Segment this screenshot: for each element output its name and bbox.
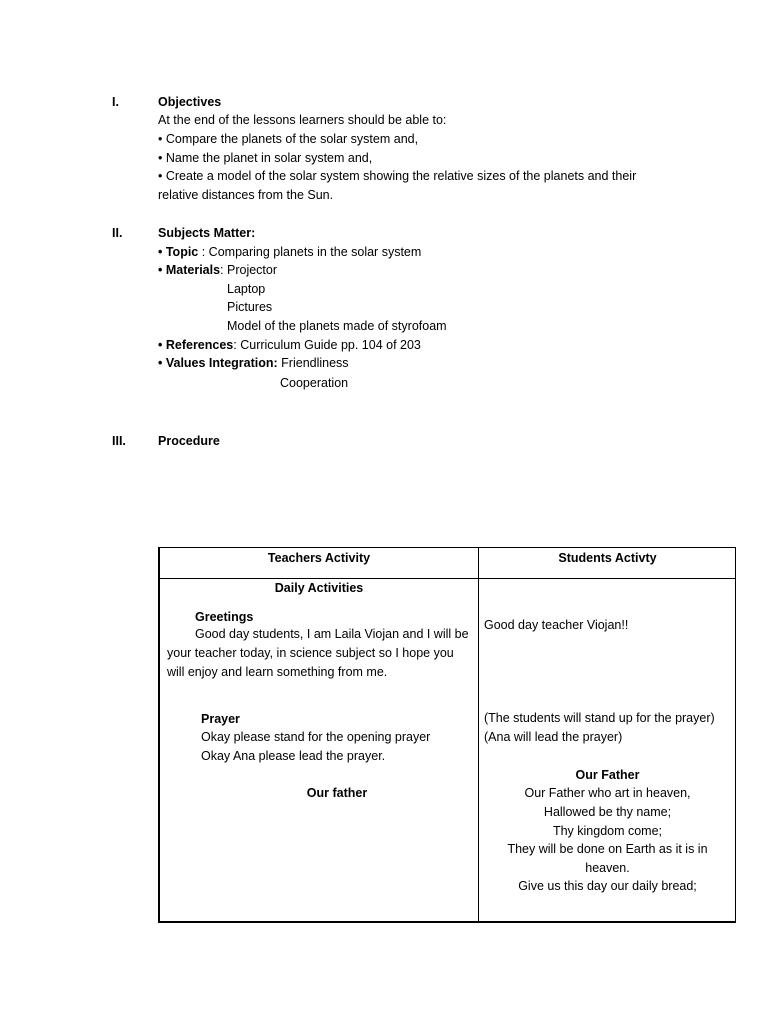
- prayer-line: Our Father who art in heaven,: [524, 786, 691, 800]
- topic-label: • Topic: [158, 245, 199, 259]
- prayer-line: They will be done on Earth as it is in: [507, 842, 708, 856]
- topic-line: [158, 243, 421, 262]
- objective-item: • Name the planet in solar system and,: [158, 151, 373, 165]
- prayer-line: Thy kingdom come;: [552, 824, 663, 838]
- prayer-instruction: Okay please stand for the opening prayer: [201, 730, 431, 744]
- prayer-instruction: Okay Ana please lead the prayer.: [201, 749, 386, 763]
- value-item: Cooperation: [280, 376, 349, 390]
- greetings-text: Good day students, I am Laila Viojan and I will be: [195, 627, 469, 641]
- greetings-text: your teacher today, in science subject so I hope you: [167, 646, 454, 660]
- greetings-heading: Greetings: [195, 610, 254, 624]
- section-number-procedure: III.: [112, 434, 126, 448]
- daily-activities-heading: Daily Activities: [274, 581, 364, 595]
- section-number-subject-matter: II.: [112, 226, 123, 240]
- header-students-activity: Students Activty: [558, 551, 657, 565]
- student-prayer-note: (Ana will lead the prayer): [484, 730, 623, 744]
- references-line: [158, 336, 421, 355]
- objective-item: • Compare the planets of the solar system and,: [158, 132, 419, 146]
- prayer-line: heaven.: [585, 861, 630, 875]
- objectives-intro: At the end of the lessons learners should be able to:: [158, 113, 447, 127]
- materials-label: • Materials: [158, 263, 221, 277]
- values-label: • Values Integration:: [158, 356, 278, 370]
- prayer-line: Hallowed be thy name;: [543, 805, 672, 819]
- procedure-heading: Procedure: [158, 434, 220, 448]
- our-father-heading-student: Our Father: [575, 768, 640, 782]
- references-value: : Curriculum Guide pp. 104 of 203: [233, 338, 421, 352]
- section-number-objectives: I.: [112, 95, 119, 109]
- student-greeting-reply: Good day teacher Viojan!!: [484, 618, 629, 632]
- material-item: Laptop: [227, 282, 266, 296]
- materials-first: : Projector: [220, 263, 278, 277]
- subject-matter-heading: Subjects Matter:: [158, 226, 256, 240]
- objective-item: • Create a model of the solar system showing the relative sizes of the planets and their: [158, 169, 637, 183]
- student-prayer-note: (The students will stand up for the prayer): [484, 711, 715, 725]
- header-teachers-activity: Teachers Activity: [267, 551, 371, 565]
- objective-item-continuation: relative distances from the Sun.: [158, 188, 334, 202]
- prayer-heading: Prayer: [201, 712, 240, 726]
- topic-value: : Comparing planets in the solar system: [198, 245, 422, 259]
- references-label: • References: [158, 338, 234, 352]
- values-first: Friendliness: [277, 356, 349, 370]
- objectives-heading: Objectives: [158, 95, 222, 109]
- greetings-text: will enjoy and learn something from me.: [167, 665, 388, 679]
- material-item: Model of the planets made of styrofoam: [227, 319, 447, 333]
- prayer-line: Give us this day our daily bread;: [518, 879, 697, 893]
- materials-line: [158, 261, 277, 280]
- values-line: [158, 354, 349, 373]
- our-father-heading-teacher: Our father: [306, 786, 368, 800]
- material-item: Pictures: [227, 300, 273, 314]
- procedure-table: [158, 547, 736, 923]
